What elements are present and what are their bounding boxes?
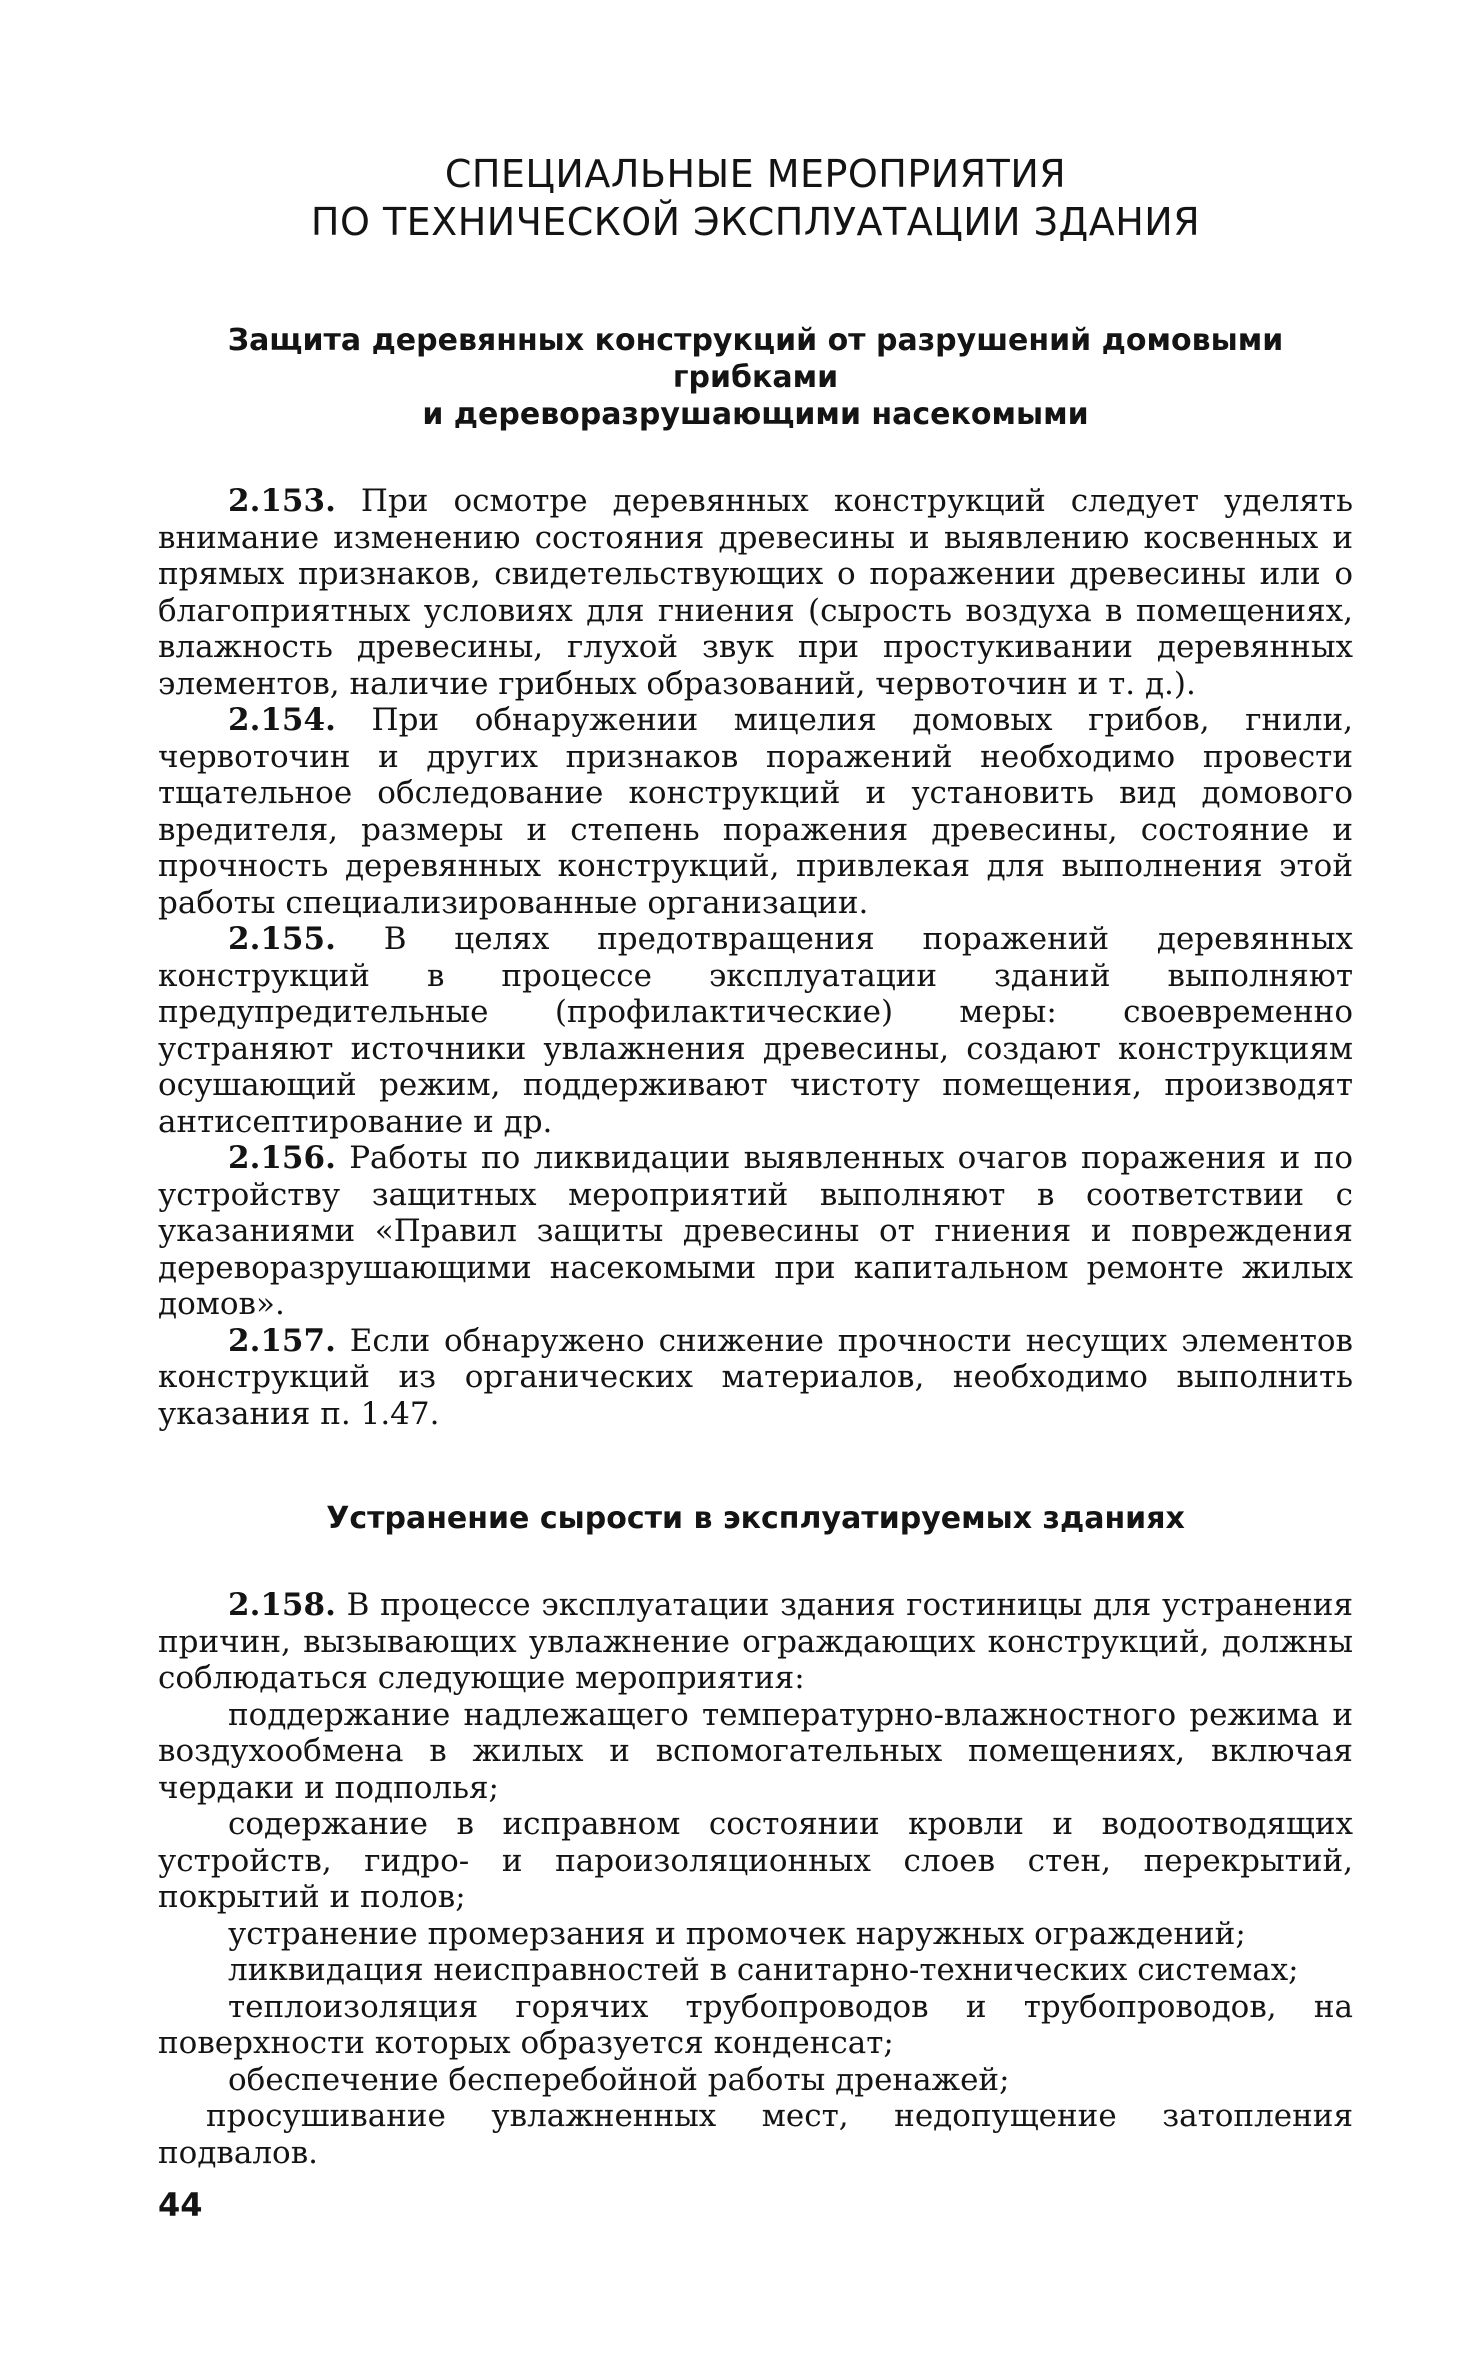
section-heading-dampness: Устранение сырости в эксплуатируемых зданиях <box>326 1501 1185 1536</box>
paragraph-text: Работы по ликвидации выявленных очагов поражения и по устройству защитных мероприятий выполняют в соответствии с указаниями «Правил защиты древесины от гниения и повреждения дереворазрушающими насекомыми при капитальном ремонте жилых домов». <box>158 1140 1353 1322</box>
list-item: содержание в исправном состоянии кровли и водоотводящих устройств, гидро- и пароизоляционных слоев стен, перекрытий, покрытий и полов; <box>158 1806 1353 1915</box>
section-spacer <box>158 1432 1353 1500</box>
paragraph-2-157 <box>158 1323 1353 1433</box>
paragraph-text: В процессе эксплуатации здания гостиницы для устранения причин, вызывающих увлажнение ограждающих конструкций, должны соблюдаться следующие мероприятия: <box>158 1587 1353 1696</box>
page-number: 44 <box>158 2186 203 2224</box>
page <box>158 150 1353 2171</box>
paragraph-2-153 <box>158 483 1353 702</box>
list-item: ликвидация неисправностей в санитарно-технических системах; <box>228 1952 1299 1988</box>
paragraph-number: 2.155. <box>228 921 336 957</box>
paragraph-number: 2.156. <box>228 1140 336 1176</box>
paragraph-number: 2.154. <box>228 702 336 738</box>
paragraph-2-154 <box>158 702 1353 921</box>
paragraph-2-156 <box>158 1140 1353 1323</box>
paragraph-text: При обнаружении мицелия домовых грибов, гнили, червоточин и других признаков поражений необходимо провести тщательное обследование конструкций и установить вид домового вредителя, размеры и степень поражения древесины, состояние и прочность деревянных конструкций, привлекая для выполнения этой работы специализированные организации. <box>158 702 1353 921</box>
paragraph-2-158 <box>158 1587 1353 1697</box>
list-item: устранение промерзания и промочек наружных ограждений; <box>228 1915 1246 1952</box>
list-item: обеспечение бесперебойной работы дренажей; <box>228 2061 1010 2098</box>
list-item: просушивание увлажненных мест, недопущение затопления подвалов. <box>158 2098 1353 2171</box>
paragraph-text: Если обнаружено снижение прочности несущих элементов конструкций из органических материалов, необходимо выполнить указания п. 1.47. <box>158 1322 1353 1432</box>
paragraph-number: 2.158. <box>228 1587 336 1623</box>
page-title-line-2: ПО ТЕХНИЧЕСКОЙ ЭКСПЛУАТАЦИИ ЗДАНИЯ <box>310 200 1201 244</box>
paragraph-text: При осмотре деревянных конструкций следует уделять внимание изменению состояния древесины и выявлению косвенных и прямых признаков, свидетельствующих о поражении древесины или о благоприятных условиях для гниения (сырость воздуха в помещениях, влажность древесины, глухой звук при простукивании деревянных элементов, наличие грибных образований, червоточин и т. д.). <box>158 483 1353 702</box>
paragraph-2-155 <box>158 921 1353 1140</box>
section-heading-line-1: Защита деревянных конструкций от разрушений домовыми грибками <box>227 323 1284 395</box>
list-item: теплоизоляция горячих трубопроводов и трубопроводов, на поверхности которых образуется конденсат; <box>158 1988 1353 2061</box>
page-title-line-1: СПЕЦИАЛЬНЫЕ МЕРОПРИЯТИЯ <box>444 152 1067 196</box>
paragraph-number: 2.153. <box>228 483 336 519</box>
section-heading-wood-protection <box>158 322 1353 433</box>
list-item: поддержание надлежащего температурно-влажностного режима и воздухообмена в жилых и вспомогательных помещениях, включая чердаки и подполья; <box>158 1696 1353 1806</box>
paragraph-number: 2.157. <box>228 1322 336 1359</box>
paragraph-text: В целях предотвращения поражений деревянных конструкций в процессе эксплуатации зданий выполняют предупредительные (профилактические) меры: своевременно устраняют источники увлажнения древесины, создают конструкциям осушающий режим, поддерживают чистоту помещения, производят антисептирование и др. <box>158 921 1353 1140</box>
page-title <box>158 150 1353 246</box>
section-heading-line-2: и дереворазрушающими насекомыми <box>422 397 1089 432</box>
